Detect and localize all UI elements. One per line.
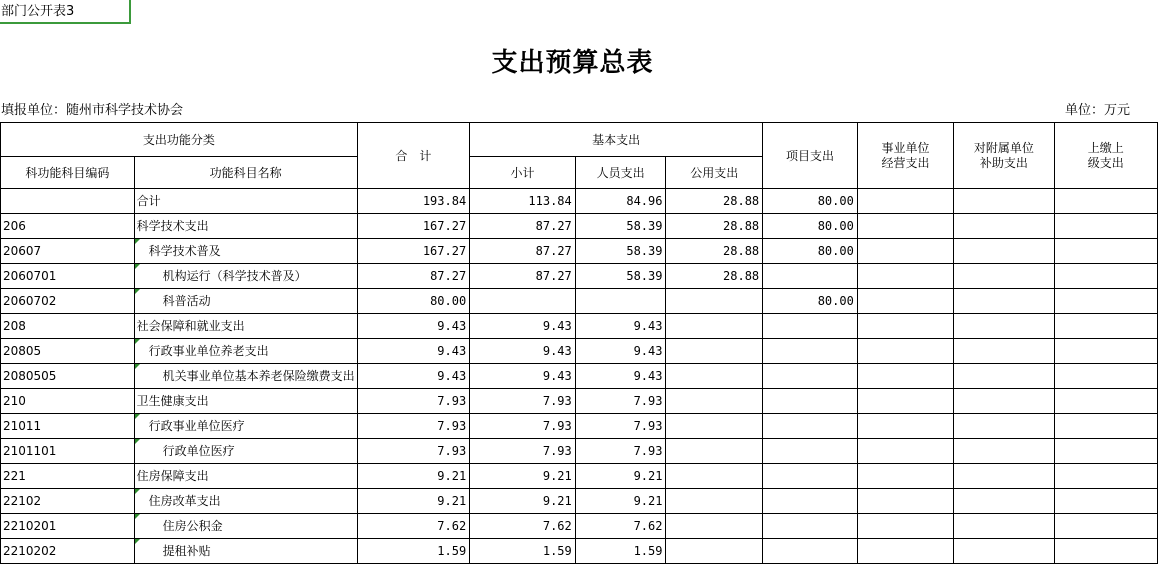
cell-subtotal[interactable]: 7.93 (470, 414, 576, 439)
comment-indicator-icon (135, 339, 140, 344)
cell-subtotal[interactable]: 87.27 (470, 264, 576, 289)
header-public: 公用支出 (666, 157, 763, 189)
cell-personnel[interactable]: 7.93 (575, 389, 666, 414)
cell-subsidy[interactable] (954, 314, 1054, 339)
cell-code[interactable]: 22102 (1, 489, 135, 514)
cell-total[interactable]: 1.59 (357, 539, 470, 564)
table-row (1, 289, 1158, 314)
comment-indicator-icon (135, 414, 140, 419)
cell-code[interactable]: 21011 (1, 414, 135, 439)
cell-public[interactable] (666, 514, 763, 539)
cell-code[interactable]: 2060702 (1, 289, 135, 314)
table-row (1, 439, 1158, 464)
page-title: 支出预算总表 (491, 48, 654, 78)
cell-upper[interactable] (1054, 414, 1157, 439)
cell-subsidy[interactable] (954, 364, 1054, 389)
cell-subtotal[interactable]: 1.59 (470, 539, 576, 564)
cell-subsidy[interactable] (954, 189, 1054, 214)
cell-total[interactable]: 80.00 (357, 289, 470, 314)
cell-public[interactable]: 28.88 (666, 189, 763, 214)
cell-public[interactable]: 28.88 (666, 264, 763, 289)
cell-code[interactable]: 210 (1, 389, 135, 414)
cell-project[interactable] (763, 414, 858, 439)
cell-upper[interactable] (1054, 514, 1157, 539)
cell-subtotal[interactable]: 9.43 (470, 339, 576, 364)
header-name: 功能科目名称 (134, 157, 357, 189)
header-upper (1054, 123, 1157, 189)
header-project: 项目支出 (763, 123, 858, 189)
cell-upper[interactable] (1054, 214, 1157, 239)
cell-project[interactable]: 80.00 (763, 239, 858, 264)
header-func-class: 支出功能分类 (1, 123, 358, 157)
cell-project[interactable] (763, 539, 858, 564)
cell-personnel[interactable]: 9.43 (575, 314, 666, 339)
comment-indicator-icon (135, 264, 140, 269)
cell-project[interactable] (763, 364, 858, 389)
cell-subtotal[interactable]: 7.93 (470, 439, 576, 464)
table-row (1, 514, 1158, 539)
cell-total[interactable]: 7.62 (357, 514, 470, 539)
header-business-line1: 事业单位 (881, 140, 930, 155)
cell-business[interactable] (857, 339, 953, 364)
cell-code[interactable]: 20607 (1, 239, 135, 264)
cell-business[interactable] (857, 464, 953, 489)
table-row (1, 214, 1158, 239)
cell-business[interactable] (857, 239, 953, 264)
table-row (1, 314, 1158, 339)
table-row (1, 264, 1158, 289)
cell-code[interactable]: 208 (1, 314, 135, 339)
cell-code[interactable]: 221 (1, 464, 135, 489)
comment-indicator-icon (135, 239, 140, 244)
sheet-tab[interactable]: 部门公开表3 (0, 0, 131, 24)
cell-personnel[interactable]: 9.21 (575, 464, 666, 489)
cell-business[interactable] (857, 514, 953, 539)
table-row (1, 489, 1158, 514)
cell-business[interactable] (857, 389, 953, 414)
header-business-line2: 经营支出 (881, 155, 930, 170)
cell-name[interactable]: 行政单位医疗 (134, 439, 357, 464)
table-row (1, 464, 1158, 489)
cell-upper[interactable] (1054, 464, 1157, 489)
cell-total[interactable]: 9.21 (357, 464, 470, 489)
table-row (1, 414, 1158, 439)
cell-project[interactable] (763, 389, 858, 414)
cell-project[interactable] (763, 314, 858, 339)
cell-name[interactable]: 提租补贴 (134, 539, 357, 564)
cell-personnel[interactable]: 9.43 (575, 364, 666, 389)
cell-upper[interactable] (1054, 489, 1157, 514)
cell-public[interactable]: 28.88 (666, 214, 763, 239)
cell-project[interactable] (763, 439, 858, 464)
cell-upper[interactable] (1054, 239, 1157, 264)
cell-personnel[interactable]: 7.93 (575, 439, 666, 464)
cell-subsidy[interactable] (954, 464, 1054, 489)
cell-subtotal[interactable]: 7.62 (470, 514, 576, 539)
cell-code[interactable]: 2060701 (1, 264, 135, 289)
cell-business[interactable] (857, 439, 953, 464)
cell-public[interactable] (666, 489, 763, 514)
cell-subtotal[interactable]: 9.21 (470, 489, 576, 514)
cell-public[interactable] (666, 289, 763, 314)
cell-personnel[interactable]: 84.96 (575, 189, 666, 214)
cell-public[interactable]: 28.88 (666, 239, 763, 264)
cell-personnel[interactable]: 7.62 (575, 514, 666, 539)
cell-upper[interactable] (1054, 439, 1157, 464)
table-row (1, 389, 1158, 414)
cell-total[interactable]: 7.93 (357, 439, 470, 464)
cell-upper[interactable] (1054, 314, 1157, 339)
header-business (857, 123, 953, 189)
cell-subsidy[interactable] (954, 389, 1054, 414)
comment-indicator-icon (135, 514, 140, 519)
cell-code[interactable]: 20805 (1, 339, 135, 364)
cell-business[interactable] (857, 189, 953, 214)
cell-public[interactable] (666, 414, 763, 439)
cell-subsidy[interactable] (954, 264, 1054, 289)
cell-upper[interactable] (1054, 539, 1157, 564)
cell-public[interactable] (666, 439, 763, 464)
cell-name[interactable]: 住房改革支出 (134, 489, 357, 514)
cell-subtotal[interactable]: 113.84 (470, 189, 576, 214)
cell-personnel[interactable]: 58.39 (575, 239, 666, 264)
cell-total[interactable]: 7.93 (357, 414, 470, 439)
cell-project[interactable] (763, 489, 858, 514)
table-row (1, 539, 1158, 564)
cell-project[interactable]: 80.00 (763, 214, 858, 239)
reporting-unit: 填报单位：随州市科学技术协会 (1, 103, 184, 118)
cell-name[interactable]: 科学技术普及 (134, 239, 357, 264)
cell-name[interactable]: 卫生健康支出 (134, 389, 357, 414)
table-row (1, 189, 1158, 214)
cell-upper[interactable] (1054, 389, 1157, 414)
cell-name[interactable]: 社会保障和就业支出 (134, 314, 357, 339)
cell-subsidy[interactable] (954, 439, 1054, 464)
cell-total[interactable]: 87.27 (357, 264, 470, 289)
cell-name[interactable]: 住房公积金 (134, 514, 357, 539)
header-upper-line1: 上缴上 (1087, 140, 1124, 155)
cell-public[interactable] (666, 364, 763, 389)
cell-total[interactable]: 9.43 (357, 364, 470, 389)
comment-indicator-icon (135, 539, 140, 544)
cell-business[interactable] (857, 289, 953, 314)
cell-subtotal[interactable]: 9.43 (470, 314, 576, 339)
header-personnel: 人员支出 (575, 157, 666, 189)
header-upper-line2: 级支出 (1087, 155, 1124, 170)
cell-code[interactable]: 2210202 (1, 539, 135, 564)
cell-project[interactable]: 80.00 (763, 289, 858, 314)
comment-indicator-icon (135, 439, 140, 444)
cell-personnel[interactable]: 9.43 (575, 339, 666, 364)
header-subsidy-line1: 对附属单位 (973, 140, 1034, 155)
cell-code[interactable]: 2101101 (1, 439, 135, 464)
cell-subtotal[interactable]: 9.43 (470, 364, 576, 389)
cell-upper[interactable] (1054, 289, 1157, 314)
cell-total[interactable]: 9.43 (357, 314, 470, 339)
cell-total[interactable]: 167.27 (357, 214, 470, 239)
header-basic: 基本支出 (470, 123, 763, 157)
cell-total[interactable]: 9.43 (357, 339, 470, 364)
cell-personnel[interactable]: 58.39 (575, 264, 666, 289)
cell-code[interactable]: 2210201 (1, 514, 135, 539)
cell-project[interactable] (763, 464, 858, 489)
cell-personnel[interactable]: 9.21 (575, 489, 666, 514)
budget-table (0, 122, 1158, 564)
cell-code[interactable] (1, 189, 135, 214)
cell-public[interactable] (666, 464, 763, 489)
cell-subsidy[interactable] (954, 489, 1054, 514)
cell-public[interactable] (666, 314, 763, 339)
cell-code[interactable]: 206 (1, 214, 135, 239)
cell-name[interactable]: 住房保障支出 (134, 464, 357, 489)
cell-subsidy[interactable] (954, 539, 1054, 564)
table-row (1, 339, 1158, 364)
cell-name[interactable]: 合计 (134, 189, 357, 214)
cell-subtotal[interactable] (470, 289, 576, 314)
cell-business[interactable] (857, 489, 953, 514)
header-subsidy (954, 123, 1054, 189)
cell-upper[interactable] (1054, 189, 1157, 214)
cell-public[interactable] (666, 339, 763, 364)
cell-personnel[interactable]: 7.93 (575, 414, 666, 439)
cell-name[interactable]: 行政事业单位医疗 (134, 414, 357, 439)
cell-subtotal[interactable]: 7.93 (470, 389, 576, 414)
comment-indicator-icon (135, 489, 140, 494)
cell-personnel[interactable]: 58.39 (575, 214, 666, 239)
cell-personnel[interactable]: 1.59 (575, 539, 666, 564)
comment-indicator-icon (135, 364, 140, 369)
cell-subtotal[interactable]: 87.27 (470, 214, 576, 239)
currency-unit: 单位：万元 (1064, 103, 1130, 118)
cell-project[interactable]: 80.00 (763, 189, 858, 214)
cell-subsidy[interactable] (954, 289, 1054, 314)
cell-business[interactable] (857, 539, 953, 564)
cell-upper[interactable] (1054, 264, 1157, 289)
cell-code[interactable]: 2080505 (1, 364, 135, 389)
header-subsidy-line2: 补助支出 (979, 155, 1028, 170)
cell-business[interactable] (857, 214, 953, 239)
cell-upper[interactable] (1054, 364, 1157, 389)
cell-project[interactable] (763, 339, 858, 364)
cell-total[interactable]: 167.27 (357, 239, 470, 264)
cell-business[interactable] (857, 364, 953, 389)
header-code: 科功能科目编码 (1, 157, 135, 189)
cell-name[interactable]: 科学技术支出 (134, 214, 357, 239)
comment-indicator-icon (135, 289, 140, 294)
cell-total[interactable]: 193.84 (357, 189, 470, 214)
cell-business[interactable] (857, 264, 953, 289)
table-row (1, 239, 1158, 264)
cell-subsidy[interactable] (954, 239, 1054, 264)
cell-name[interactable]: 科普活动 (134, 289, 357, 314)
cell-business[interactable] (857, 314, 953, 339)
cell-total[interactable]: 7.93 (357, 389, 470, 414)
cell-subtotal[interactable]: 87.27 (470, 239, 576, 264)
header-subtotal: 小计 (470, 157, 576, 189)
cell-business[interactable] (857, 414, 953, 439)
cell-project[interactable] (763, 514, 858, 539)
cell-name[interactable]: 行政事业单位养老支出 (134, 339, 357, 364)
header-total: 合 计 (357, 123, 470, 189)
cell-subsidy[interactable] (954, 339, 1054, 364)
cell-public[interactable] (666, 389, 763, 414)
cell-total[interactable]: 9.21 (357, 489, 470, 514)
cell-subsidy[interactable] (954, 414, 1054, 439)
cell-subsidy[interactable] (954, 214, 1054, 239)
cell-name[interactable]: 机关事业单位基本养老保险缴费支出 (134, 364, 357, 389)
unit-line (0, 99, 1130, 117)
table-row (1, 364, 1158, 389)
cell-public[interactable] (666, 539, 763, 564)
cell-personnel[interactable] (575, 289, 666, 314)
cell-subtotal[interactable]: 9.21 (470, 464, 576, 489)
cell-name[interactable]: 机构运行（科学技术普及） (134, 264, 357, 289)
cell-subsidy[interactable] (954, 514, 1054, 539)
cell-project[interactable] (763, 264, 858, 289)
cell-upper[interactable] (1054, 339, 1157, 364)
